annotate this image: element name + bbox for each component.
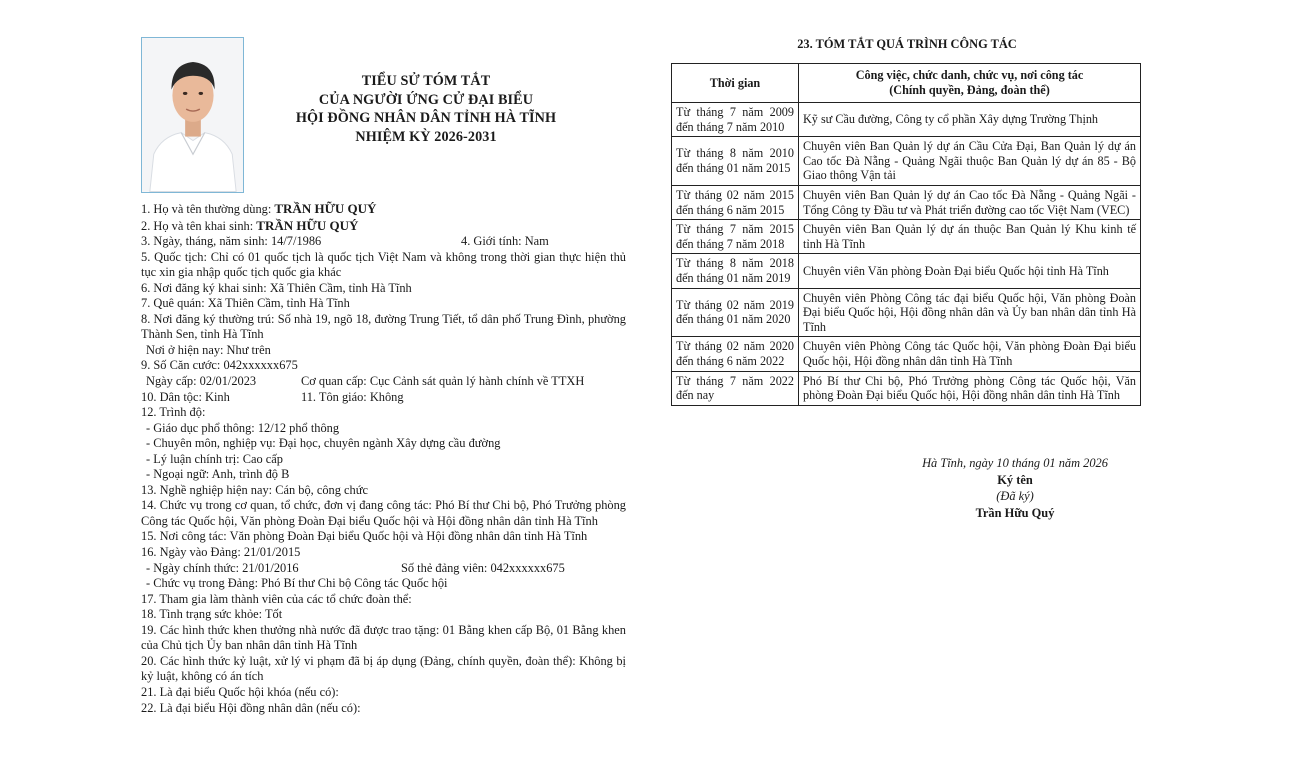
place-date: Hà Tĩnh, ngày 10 tháng 01 năm 2026	[922, 456, 1108, 470]
field-permanent-residence: 8. Nơi đăng ký thường trú: Số nhà 19, ngõ 18, đường Trung Tiết, tổ dân phố Trung Đình, phường Thành Sen, tỉnh Hà Tĩnh	[141, 311, 626, 342]
photo-eye-left	[183, 92, 188, 95]
field-foreign-language: - Ngoại ngữ: Anh, trình độ B	[146, 467, 290, 482]
heading-line-1: TIỂU SỬ TÓM TẮT	[361, 73, 491, 89]
row-job: Chuyên viên Ban Quản lý dự án Cầu Cửa Đại, Ban Quản lý dự án Cao tốc Đà Nẵng - Quảng Ngãi thuộc Ban Quản lý dự án 85 - Bộ Giao thông Vận tải	[799, 137, 1141, 186]
field-dob-gender: 3. Ngày, tháng, năm sinh: 14/7/1986 4. Giới tính: Nam	[141, 234, 549, 249]
work-history-title: 23. TÓM TẮT QUÁ TRÌNH CÔNG TÁC	[797, 37, 1017, 51]
field-workplace: 15. Nơi công tác: Văn phòng Đoàn Đại biểu Quốc hội và Hội đồng nhân dân tỉnh Hà Tĩnh	[141, 529, 588, 544]
column-header-time: Thời gian	[672, 64, 799, 103]
photo-eye-right	[199, 92, 204, 95]
heading-line-4: NHIỆM KỲ 2026-2031	[355, 128, 497, 145]
table-row	[672, 371, 1141, 405]
field-professional-qualification: - Chuyên môn, nghiệp vụ: Đại học, chuyên ngành Xây dựng cầu đường	[146, 436, 501, 451]
heading-line-3: HỘI ĐỒNG NHÂN DÂN TỈNH HÀ TĨNH	[295, 110, 557, 126]
field-party-join-date: 16. Ngày vào Đảng: 21/01/2015	[141, 545, 301, 560]
row-job: Phó Bí thư Chi bộ, Phó Trưởng phòng Công tác Quốc hội, Văn phòng Đoàn Đại biểu Quốc hội, Hội đồng nhân dân tỉnh Hà Tĩnh	[799, 371, 1141, 405]
field-discipline: 20. Các hình thức kỷ luật, xử lý vi phạm đã bị áp dụng (Đảng, chính quyền, đoàn thể): Không bị kỷ luật, không có án tích	[141, 653, 626, 684]
field-id-issue: Ngày cấp: 02/01/2023 Cơ quan cấp: Cục Cảnh sát quản lý hành chính về TTXH	[146, 374, 585, 389]
table-row	[672, 337, 1141, 371]
field-birth-name: 2. Họ và tên khai sinh: TRẦN HỮU QUÝ	[141, 217, 359, 233]
field-hometown: 7. Quê quán: Xã Thiên Cầm, tỉnh Hà Tĩnh	[141, 296, 350, 311]
photo-shirt	[150, 133, 236, 192]
field-occupation: 13. Nghề nghiệp hiện nay: Cán bộ, công chức	[141, 482, 368, 497]
row-period: Từ tháng 02 năm 2020 đến tháng 6 năm 2022	[672, 337, 799, 371]
column-header-job: Công việc, chức danh, chức vụ, nơi công tác (Chính quyền, Đảng, đoàn thể)	[799, 64, 1141, 103]
field-id-number: 9. Số Căn cước: 042xxxxxx675	[141, 358, 298, 373]
field-common-name: 1. Họ và tên thường dùng: TRẦN HỮU QUÝ	[141, 201, 377, 216]
signed-note: (Đã ký)	[996, 489, 1034, 503]
field-political-theory: - Lý luận chính trị: Cao cấp	[146, 451, 283, 466]
row-job: Chuyên viên Ban Quản lý dự án Cao tốc Đà Nẵng - Quảng Ngãi - Tổng Công ty Đầu tư và Phát triển đường cao tốc Việt Nam (VEC)	[799, 185, 1141, 219]
biography-fields	[141, 201, 626, 716]
candidate-photo	[141, 37, 244, 193]
field-current-residence: Nơi ở hiện nay: Như trên	[146, 342, 271, 357]
row-period: Từ tháng 8 năm 2018 đến tháng 01 năm 2019	[672, 254, 799, 288]
field-nationality: 5. Quốc tịch: Chỉ có 01 quốc tịch là quốc tịch Việt Nam và không trong thời gian thực hiện thủ tục xin gia nhập quốc tịch quốc gia khác	[141, 249, 626, 280]
field-birth-registration: 6. Nơi đăng ký khai sinh: Xã Thiên Cầm, tỉnh Hà Tĩnh	[141, 280, 412, 295]
field-party-official: - Ngày chính thức: 21/01/2016 Số thẻ đảng viên: 042xxxxxx675	[146, 560, 565, 575]
field-position: 14. Chức vụ trong cơ quan, tổ chức, đơn vị đang công tác: Phó Bí thư Chi bộ, Phó Trưởng phòng Công tác Quốc hội, Văn phòng Đoàn Đại biểu Quốc hội và Hội đồng nhân dân tỉnh Hà Tĩnh	[141, 498, 626, 528]
row-job: Kỹ sư Cầu đường, Công ty cổ phần Xây dựng Trường Thịnh	[799, 103, 1141, 137]
row-period: Từ tháng 7 năm 2015 đến tháng 7 năm 2018	[672, 220, 799, 254]
portrait-photo-icon	[142, 38, 243, 192]
table-row	[672, 288, 1141, 337]
row-job: Chuyên viên Phòng Công tác đại biểu Quốc hội, Văn phòng Đoàn Đại biểu Quốc hội, Hội đồng nhân dân và Ủy ban nhân dân tỉnh Hà Tĩnh	[799, 288, 1141, 337]
sign-label: Ký tên	[997, 472, 1033, 487]
field-general-education: - Giáo dục phổ thông: 12/12 phổ thông	[146, 420, 340, 435]
field-national-assembly: 21. Là đại biểu Quốc hội khóa (nếu có):	[141, 684, 339, 699]
signer-name: Trần Hữu Quý	[975, 505, 1055, 520]
document-heading	[250, 72, 602, 146]
table-row	[672, 220, 1141, 254]
table-row	[672, 254, 1141, 288]
field-health: 18. Tình trạng sức khỏe: Tốt	[141, 607, 283, 622]
row-period: Từ tháng 7 năm 2022 đến nay	[672, 371, 799, 405]
field-awards: 19. Các hình thức khen thưởng nhà nước đã được trao tặng: 01 Bằng khen cấp Bộ, 01 Bằng khen của Chủ tịch Ủy ban nhân dân tỉnh Hà Tĩnh	[141, 622, 626, 653]
table-header-row	[672, 64, 1141, 103]
row-period: Từ tháng 02 năm 2015 đến tháng 6 năm 2015	[672, 185, 799, 219]
heading-line-2: CỦA NGƯỜI ỨNG CỬ ĐẠI BIỂU	[318, 91, 534, 108]
field-party-position: - Chức vụ trong Đảng: Phó Bí thư Chi bộ Công tác Quốc hội	[146, 576, 448, 591]
work-history-table	[671, 63, 1141, 406]
table-row	[672, 137, 1141, 186]
row-job: Chuyên viên Ban Quản lý dự án thuộc Ban Quản lý Khu kinh tế tỉnh Hà Tĩnh	[799, 220, 1141, 254]
row-period: Từ tháng 02 năm 2019 đến tháng 01 năm 2020	[672, 288, 799, 337]
row-job: Chuyên viên Phòng Công tác Quốc hội, Văn phòng Đoàn Đại biểu Quốc hội, Hội đồng nhân dân tỉnh Hà Tĩnh	[799, 337, 1141, 371]
row-period: Từ tháng 7 năm 2009 đến tháng 7 năm 2010	[672, 103, 799, 137]
signature-block	[880, 455, 1150, 521]
field-organizations: 17. Tham gia làm thành viên của các tổ chức đoàn thể:	[141, 591, 412, 606]
field-peoples-council: 22. Là đại biểu Hội đồng nhân dân (nếu có):	[141, 700, 361, 715]
field-ethnicity-religion: 10. Dân tộc: Kinh 11. Tôn giáo: Không	[141, 389, 404, 404]
table-row	[672, 185, 1141, 219]
row-job: Chuyên viên Văn phòng Đoàn Đại biểu Quốc hội tỉnh Hà Tĩnh	[799, 254, 1141, 288]
field-education: 12. Trình độ:	[141, 405, 206, 420]
table-row	[672, 103, 1141, 137]
row-period: Từ tháng 8 năm 2010 đến tháng 01 năm 2015	[672, 137, 799, 186]
